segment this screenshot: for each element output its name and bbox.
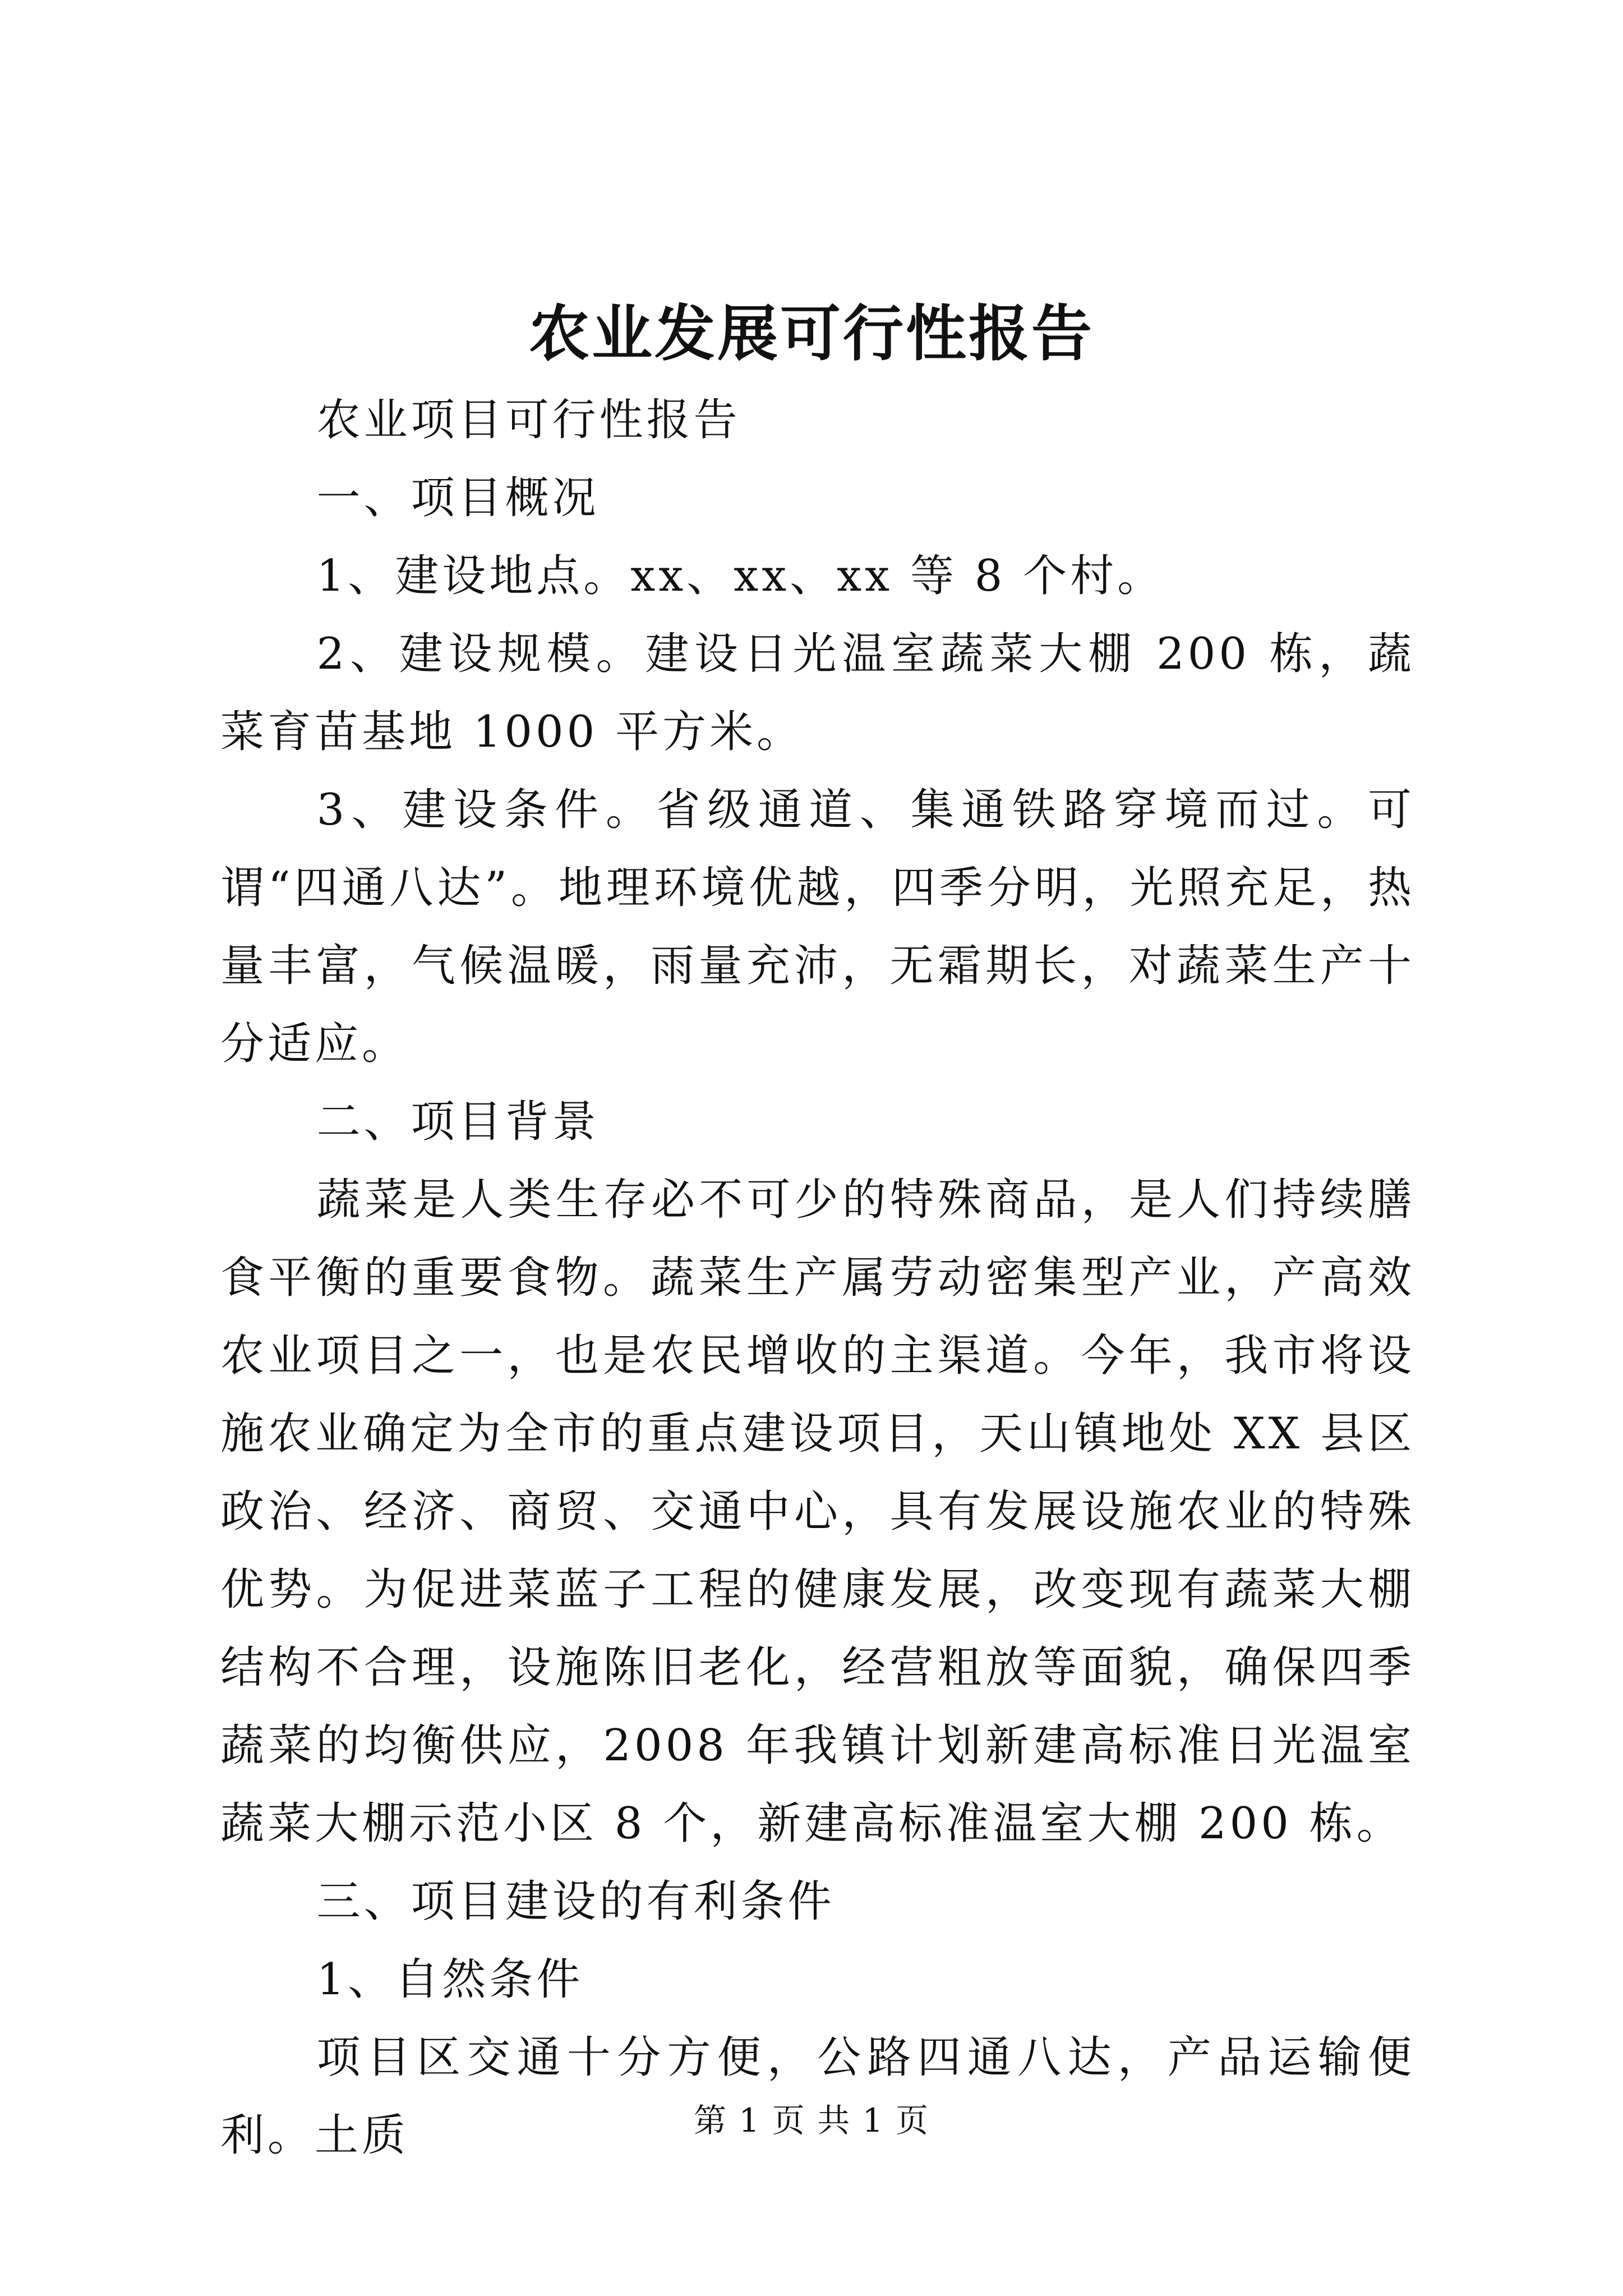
document-body <box>220 381 1415 2175</box>
section-heading-favorable-conditions: 三、项目建设的有利条件 <box>316 1876 835 1927</box>
paragraph-background: 蔬菜是人类生存必不可少的特殊商品，是人们持续膳食平衡的重要食物。蔬菜生产属劳动密集型产业，产高效农业项目之一，也是农民增收的主渠道。今年，我市将设施农业确定为全市的重点建设项目，天山镇地处 XX 县区政治、经济、商贸、交通中心，具有发展设施农业的特殊优势。为促进菜蓝子工程的健康发展，改变现有蔬菜大棚结构不合理，设施陈旧老化，经营粗放等面貌，确保四季蔬菜的均衡供应，2008 年我镇计划新建高标准日光温室蔬菜大棚示范小区 8 个，新建高标准温室大棚 200 栋。 <box>220 1175 1415 1849</box>
section-heading-overview: 一、项目概况 <box>316 473 600 523</box>
paragraph-natural-conditions: 项目区交通十分方便，公路四通八达，产品运输便利。土质 <box>220 2032 1415 2161</box>
subheading-natural-conditions: 1、自然条件 <box>316 1954 584 2005</box>
paragraph-subtitle: 农业项目可行性报告 <box>316 395 741 445</box>
paragraph-location: 1、建设地点。xx、xx、xx 等 8 个村。 <box>316 551 1165 601</box>
section-heading-background: 二、项目背景 <box>316 1097 600 1147</box>
paragraph-scale: 2、建设规模。建设日光温室蔬菜大棚 200 栋，蔬菜育苗基地 1000 平方米。 <box>220 629 1415 757</box>
page-footer: 第 1 页 共 1 页 <box>694 2101 929 2139</box>
document-title: 农业发展可行性报告 <box>528 298 1094 369</box>
paragraph-conditions: 3、建设条件。省级通道、集通铁路穿境而过。可谓“四通八达”。地理环境优越，四季分明，光照充足，热量丰富，气候温暖，雨量充沛，无霜期长，对蔬菜生产十分适应。 <box>220 785 1415 1069</box>
